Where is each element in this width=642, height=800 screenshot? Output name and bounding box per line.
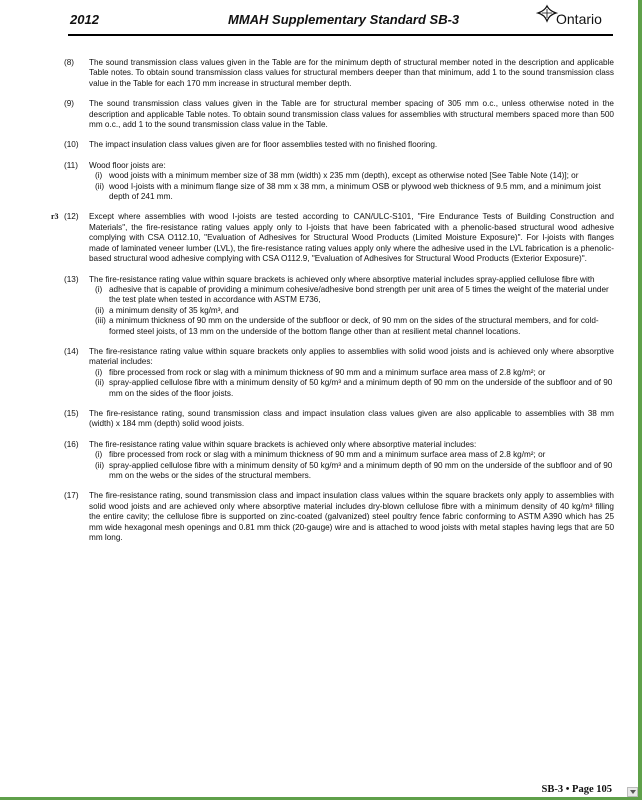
ontario-logo-text: Ontario bbox=[556, 11, 602, 27]
note-16 bbox=[62, 440, 614, 482]
note-text: The fire-resistance rating value within square brackets is achieved only where absorptive material includes spray-applied cellulose fibre with bbox=[89, 274, 595, 284]
note-number: (15) bbox=[64, 408, 79, 418]
note-15 bbox=[62, 409, 614, 430]
sub-item bbox=[89, 306, 614, 316]
note-number: (9) bbox=[64, 99, 75, 109]
note-text: The impact insulation class values given are for floor assemblies tested with no finished flooring. bbox=[89, 140, 438, 150]
note-8 bbox=[62, 58, 614, 89]
trillium-icon bbox=[536, 4, 558, 24]
sub-item-text: fibre processed from rock or slag with a minimum thickness of 90 mm and a minimum surface area mass of 2.8 kg/m²; or bbox=[109, 367, 546, 377]
sub-item-text: wood I-joists with a minimum flange size of 38 mm x 38 mm, a minimum OSB or plywood web thickness of 9.5 mm, and a minimum joist depth of 241 mm. bbox=[109, 181, 601, 202]
sub-item-number: (ii) bbox=[95, 460, 105, 470]
scroll-down-button[interactable] bbox=[627, 787, 638, 797]
sub-item-text: wood joists with a minimum member size of 38 mm (width) x 235 mm (depth), except as otherwise noted [See Table Note (14)]; or bbox=[109, 171, 579, 181]
sub-item-number: (ii) bbox=[95, 378, 105, 388]
ontario-logo bbox=[536, 2, 616, 32]
note-number: (10) bbox=[64, 140, 79, 150]
note-11 bbox=[62, 161, 614, 203]
note-text: The fire-resistance rating value within square brackets is achieved only where absorptive material includes: bbox=[89, 439, 477, 449]
note-number: (14) bbox=[64, 346, 79, 356]
page-footer: SB-3 • Page 105 bbox=[541, 784, 612, 795]
note-text: Except where assemblies with wood I-joists are tested according to CAN/ULC-S101, "Fire Endurance Tests of Building Construction and Materials", the fire-resistance rating values apply only to I-joists that have been fabricated with a phenolic-based structural wood adhesive complying with CSA O112.10, "Evaluation of Adhesives for Structural Wood Products (Limited Moisture Exposure)". For I-joists with flanges made of laminated veneer lumber (LVL), the fire-resistance rating values apply only where the adhesive used in the LVL fabrication is a phenolic-based structural wood adhesive complying with CSA O112.9, "Evaluation of Adhesives for Structural Wood Products (Exterior Exposure)". bbox=[89, 212, 614, 264]
revision-mark: r3 bbox=[51, 212, 59, 222]
note-text: The fire-resistance rating, sound transmission class and impact insulation class values given are also applicable to assemblies with 38 mm (width) x 184 mm (depth) solid wood joists. bbox=[89, 408, 614, 429]
sub-item-number: (i) bbox=[95, 367, 103, 377]
sub-item-number: (i) bbox=[95, 450, 103, 460]
note-text: Wood floor joists are: bbox=[89, 160, 166, 170]
note-text: The sound transmission class values given in the Table are for the minimum depth of structural member noted in the description and applicable Table notes. To obtain sound transmission class values for structural members deeper than that minimum, add 1 to the sound transmission class value in the Table for each 170 mm increase in structural member depth. bbox=[89, 58, 614, 88]
sub-item-number: (i) bbox=[95, 284, 103, 294]
note-number: (13) bbox=[64, 274, 79, 284]
sub-item-text: spray-applied cellulose fibre with a minimum density of 50 kg/m³ and a minimum depth of 90 mm on the underside of the subfloor and of 90 mm on the sides of the floor joists. bbox=[109, 378, 613, 398]
sub-item bbox=[89, 171, 614, 181]
note-number: (12) bbox=[64, 212, 79, 222]
sub-item-number: (ii) bbox=[95, 305, 105, 315]
window-frame-right bbox=[638, 0, 642, 800]
sub-item bbox=[89, 378, 614, 399]
sub-item bbox=[89, 316, 614, 337]
note-13 bbox=[62, 275, 614, 337]
sub-item-number: (iii) bbox=[95, 316, 106, 326]
sub-item-number: (ii) bbox=[95, 181, 105, 191]
header-title: MMAH Supplementary Standard SB-3 bbox=[228, 12, 460, 27]
note-text: The fire-resistance rating value within square brackets only applies to assemblies with solid wood joists and is achieved only where absorptive material includes: bbox=[89, 346, 614, 367]
sub-item-text: adhesive that is capable of providing a minimum cohesive/adhesive bond strength per unit area of 5 times the weight of the material under the test plate when tested in accordance with ASTM E736, bbox=[109, 284, 609, 305]
sub-item bbox=[89, 368, 614, 378]
note-12 bbox=[51, 212, 614, 264]
note-number: (17) bbox=[64, 491, 79, 501]
sub-item bbox=[89, 182, 614, 203]
table-notes bbox=[51, 58, 614, 553]
note-number: (16) bbox=[64, 439, 79, 449]
sub-item bbox=[89, 461, 614, 482]
note-14 bbox=[62, 347, 614, 399]
sub-item-text: fibre processed from rock or slag with a minimum thickness of 90 mm and a minimum surface area mass of 2.8 kg/m²; or bbox=[109, 450, 546, 460]
note-10 bbox=[62, 140, 614, 150]
sub-item-number: (i) bbox=[95, 171, 103, 181]
header-rule bbox=[68, 34, 613, 36]
sub-item bbox=[89, 450, 614, 460]
note-number: (11) bbox=[64, 160, 78, 170]
sub-item-text: a minimum density of 35 kg/m³, and bbox=[109, 305, 239, 315]
sub-item-text: a minimum thickness of 90 mm on the underside of the subfloor or deck, of 90 mm on the sides of the structural members, and for cold-formed steel joists, of 13 mm on the underside of the bottom flange other than at resilient metal channel locations. bbox=[109, 316, 599, 336]
sub-item bbox=[89, 285, 614, 306]
sub-item-text: spray-applied cellulose fibre with a minimum density of 50 kg/m³ and a minimum depth of 90 mm on the underside of the subfloor and of 90 mm on the webs or the sides of the structural members. bbox=[109, 460, 613, 480]
note-9 bbox=[62, 99, 614, 130]
note-17 bbox=[62, 491, 614, 543]
note-text: The fire-resistance rating, sound transmission class and impact insulation class values within the square brackets only apply to assemblies with solid wood joists and are achieved only where absorptive material includes dry-blown cellulose fibre with a minimum density of 40 kg/m³ filling the entire cavity; the cellulose fibre is supported on zinc-coated (galvanized) steel poultry fence fabric conforming to ASTM A390 which has 25 mm wide hexagonal mesh openings and 0.81 mm thick (20-gauge) wire and is attached to wood joists with metal staples having legs that are 50 mm long. bbox=[89, 491, 614, 543]
note-text: The sound transmission class values given in the Table are for structural member spacing of 305 mm o.c., unless otherwise noted in the description and applicable Table notes. To obtain sound transmission class values for assemblies with structural members spaced more than 500 mm o.c., add 1 to the sound transmission class value in the Table. bbox=[89, 99, 614, 130]
note-number: (8) bbox=[64, 58, 75, 67]
header-year: 2012 bbox=[70, 12, 99, 27]
page-header bbox=[0, 0, 642, 40]
